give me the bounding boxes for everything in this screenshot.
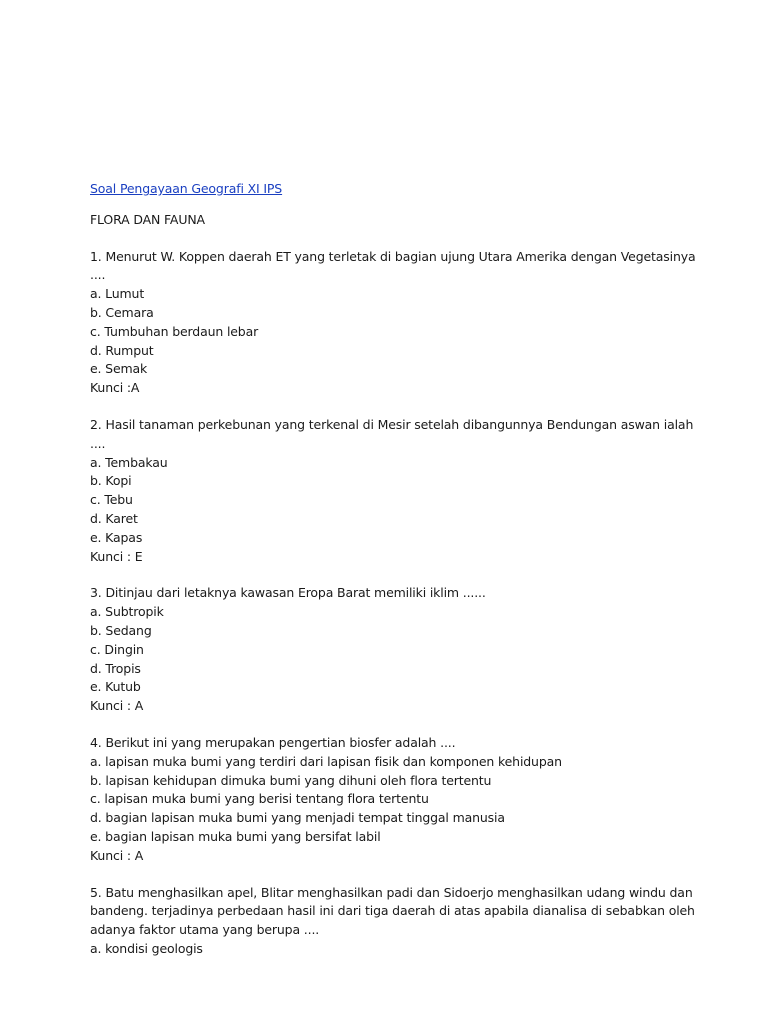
question-text: 2. Hasil tanaman perkebunan yang terkenal di Mesir setelah dibangunnya Bendungan aswan ialah .... [90, 416, 694, 451]
answer-option: a. lapisan muka bumi yang terdiri dari lapisan fisik dan komponen kehidupan [90, 753, 562, 769]
question-text: 4. Berikut ini yang merupakan pengertian biosfer adalah .... [90, 734, 456, 750]
answer-option: a. Lumut [90, 286, 145, 302]
document-body [90, 180, 710, 959]
answer-key: Kunci : A [90, 698, 144, 714]
answer-option: b. Kopi [90, 473, 132, 489]
answer-option: a. Tembakau [90, 454, 168, 470]
question-block [90, 248, 710, 398]
question-text: 1. Menurut W. Koppen daerah ET yang terletak di bagian ujung Utara Amerika dengan Vegetasinya .... [90, 248, 696, 283]
answer-key: Kunci : A [90, 847, 144, 863]
question-block [90, 884, 710, 959]
answer-option: e. bagian lapisan muka bumi yang bersifat labil [90, 828, 381, 844]
answer-option: c. Tebu [90, 492, 133, 508]
answer-option: a. Subtropik [90, 604, 164, 620]
answer-option: c. Tumbuhan berdaun lebar [90, 323, 259, 339]
answer-option: e. Semak [90, 361, 148, 377]
answer-option: d. Tropis [90, 660, 141, 676]
answer-option: b. Sedang [90, 622, 152, 638]
answer-option: d. bagian lapisan muka bumi yang menjadi tempat tinggal manusia [90, 810, 505, 826]
question-list [90, 248, 710, 959]
answer-option: b. lapisan kehidupan dimuka bumi yang dihuni oleh flora tertentu [90, 772, 492, 788]
answer-option: a. kondisi geologis [90, 940, 203, 956]
answer-option: c. lapisan muka bumi yang berisi tentang flora tertentu [90, 791, 429, 807]
document-title-link[interactable]: Soal Pengayaan Geografi XI IPS [90, 181, 283, 196]
answer-option: e. Kutub [90, 679, 141, 695]
answer-option: c. Dingin [90, 641, 144, 657]
question-text: 3. Ditinjau dari letaknya kawasan Eropa Barat memiliki iklim ...... [90, 585, 486, 601]
answer-key: Kunci : E [90, 548, 143, 564]
question-block [90, 734, 710, 866]
answer-option: d. Karet [90, 510, 138, 526]
question-block [90, 584, 710, 716]
answer-option: e. Kapas [90, 529, 143, 545]
question-text: 5. Batu menghasilkan apel, Blitar menghasilkan padi dan Sidoerjo menghasilkan udang windu dan bandeng. terjadinya perbedaan hasil ini dari tiga daerah di atas apabila dianalisa di sebabkan oleh adanya faktor utama yang berupa .... [90, 884, 695, 938]
answer-key: Kunci :A [90, 380, 140, 396]
answer-option: b. Cemara [90, 304, 154, 320]
question-block [90, 416, 710, 566]
section-heading: FLORA DAN FAUNA [90, 211, 205, 227]
answer-option: d. Rumput [90, 342, 154, 358]
